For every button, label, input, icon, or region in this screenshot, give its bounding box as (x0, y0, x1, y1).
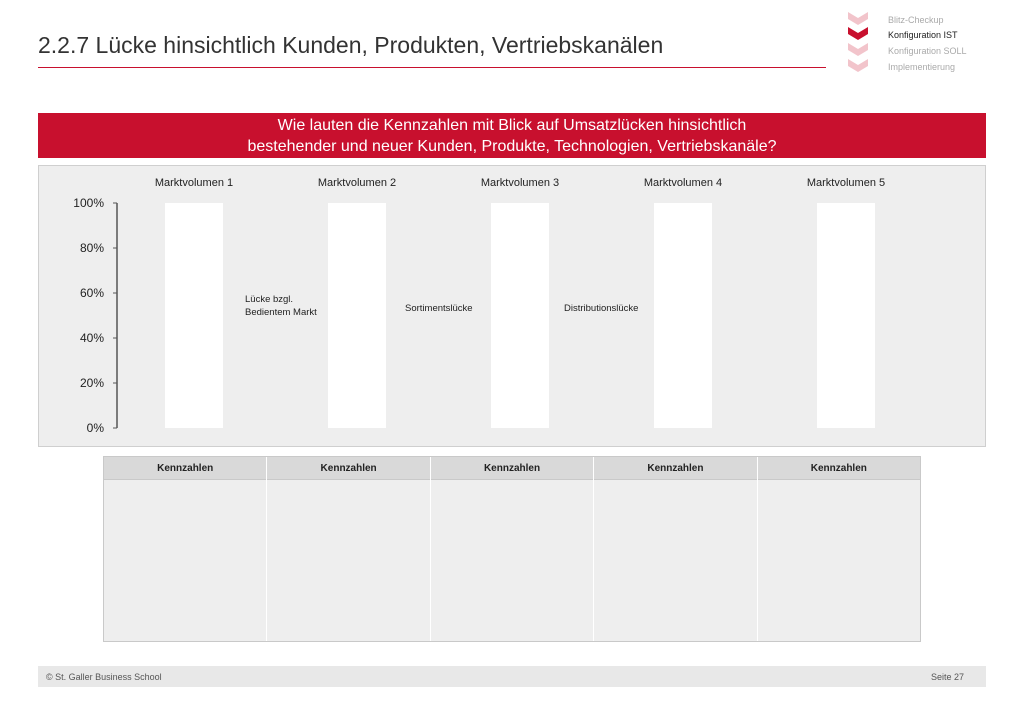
gap-annotation: Lücke bzgl. Bedientem Markt (245, 294, 317, 318)
question-banner (38, 113, 986, 158)
kennzahlen-cell[interactable] (758, 480, 920, 641)
bar-marktvolumen-5 (817, 203, 875, 428)
page-number: Seite 27 (930, 672, 964, 682)
kennzahlen-cell[interactable] (594, 480, 756, 641)
progress-nav (846, 10, 1016, 78)
kennzahlen-column (267, 457, 430, 641)
y-tick-label: 60% (79, 286, 104, 300)
nav-item-implementierung[interactable]: Implementierung (888, 62, 956, 72)
footer (38, 666, 986, 687)
category-label: Marktvolumen 4 (643, 177, 723, 189)
bar-marktvolumen-1 (165, 203, 223, 428)
kennzahlen-column (431, 457, 594, 641)
chevron-stack-icon (846, 10, 876, 78)
footer-copyright: © St. Galler Business School (46, 672, 162, 682)
market-volume-chart (39, 166, 985, 446)
gap-annotation: Distributionslücke (564, 303, 639, 314)
kennzahlen-cell[interactable] (431, 480, 593, 641)
banner-line-2: bestehender und neuer Kunden, Produkte, Technologien, Vertriebskanäle? (247, 138, 777, 155)
y-tick-label: 100% (73, 196, 104, 210)
title-divider (38, 67, 826, 68)
kennzahlen-header: Kennzahlen (431, 457, 593, 480)
kennzahlen-header: Kennzahlen (267, 457, 429, 480)
bar-marktvolumen-4 (654, 203, 712, 428)
page-title: 2.2.7 Lücke hinsichtlich Kunden, Produkten, Vertriebskanälen (38, 32, 664, 58)
kennzahlen-column (104, 457, 267, 641)
category-label: Marktvolumen 5 (806, 177, 886, 189)
kennzahlen-cell[interactable] (104, 480, 266, 641)
chart-panel (38, 165, 986, 447)
category-label: Marktvolumen 2 (317, 177, 397, 189)
kennzahlen-header: Kennzahlen (104, 457, 266, 480)
kennzahlen-header: Kennzahlen (594, 457, 756, 480)
gap-annotation: Sortimentslücke (405, 303, 473, 314)
y-tick-label: 80% (79, 241, 104, 255)
bar-marktvolumen-3 (491, 203, 549, 428)
y-tick-label: 20% (79, 376, 104, 390)
y-tick-label: 40% (79, 331, 104, 345)
kennzahlen-column (758, 457, 920, 641)
kennzahlen-header: Kennzahlen (758, 457, 920, 480)
nav-item-konfiguration-ist[interactable]: Konfiguration IST (888, 30, 958, 40)
kennzahlen-column (594, 457, 757, 641)
kennzahlen-table (103, 456, 921, 642)
category-label: Marktvolumen 3 (480, 177, 560, 189)
kennzahlen-cell[interactable] (267, 480, 429, 641)
y-tick-label: 0% (86, 421, 104, 435)
banner-line-1: Wie lauten die Kennzahlen mit Blick auf Umsatzlücken hinsichtlich (277, 117, 747, 134)
category-label: Marktvolumen 1 (154, 177, 234, 189)
nav-item-konfiguration-soll[interactable]: Konfiguration SOLL (888, 46, 967, 56)
nav-item-blitz-checkup[interactable]: Blitz-Checkup (888, 15, 944, 25)
bar-marktvolumen-2 (328, 203, 386, 428)
